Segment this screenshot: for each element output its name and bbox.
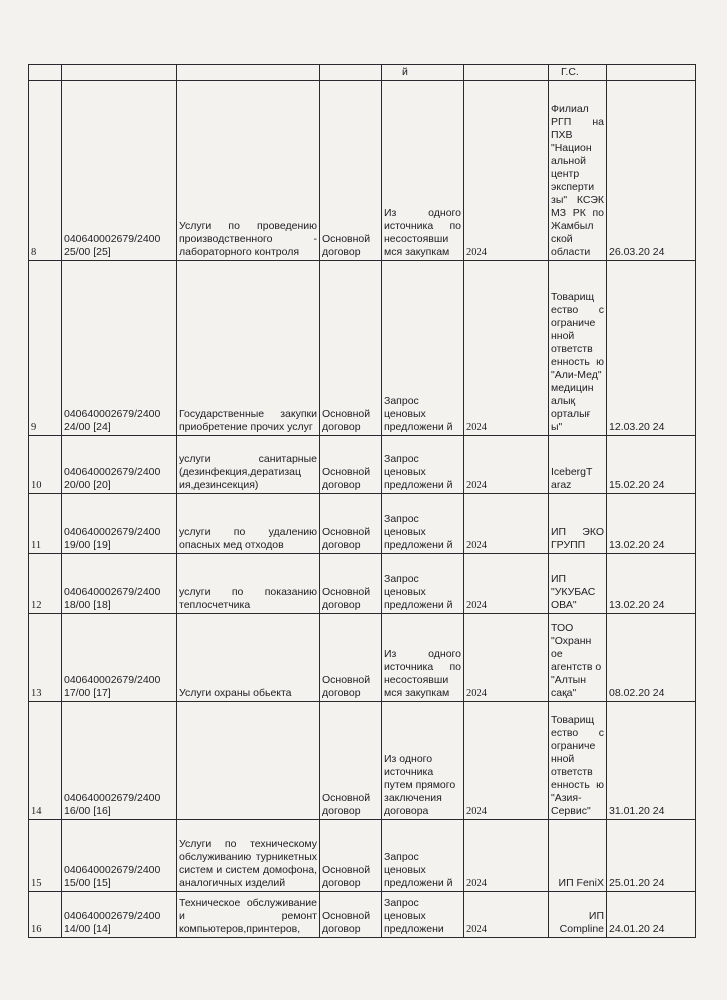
code-line2: 25/00 [25]: [64, 246, 111, 258]
cell-date: 08.02.20 24: [607, 614, 696, 702]
cell-provider: Товарищ ество с ограниче нной ответств енность ю "Али-Мед" медицин алық орталығ ы": [549, 261, 607, 436]
cell-code: [62, 892, 177, 938]
cell-year: 2024: [464, 554, 549, 614]
cell-contract: Основной договор: [320, 494, 382, 554]
cell-code: [62, 436, 177, 494]
cell-method: Из одного источника по несостоявши мся закупкам: [382, 614, 464, 702]
cell-year: 2024: [464, 436, 549, 494]
cell-provider: ИП FeniX: [549, 820, 607, 892]
cell-year: [464, 65, 549, 81]
code-line1: 040640002679/2400: [64, 408, 161, 420]
cell-num: 15: [29, 820, 62, 892]
cell-contract: Основной договор: [320, 554, 382, 614]
cell-year: 2024: [464, 81, 549, 261]
cell-year: 2024: [464, 261, 549, 436]
cell-provider: ТОО "Охранн ое агентств о "Алтын сақа": [549, 614, 607, 702]
cell-year: 2024: [464, 702, 549, 820]
table-row: [29, 261, 696, 436]
cell-method: Запрос ценовых предложени й: [382, 494, 464, 554]
code-line1: 040640002679/2400: [64, 233, 161, 245]
cell-date: 13.02.20 24: [607, 494, 696, 554]
table-row: [29, 892, 696, 938]
code-line2: 17/00 [17]: [64, 687, 111, 699]
cell-date: 26.03.20 24: [607, 81, 696, 261]
cell-code: [62, 81, 177, 261]
cell-provider: IcebergT araz: [549, 436, 607, 494]
cell-code: [62, 820, 177, 892]
cell-code: [62, 494, 177, 554]
cell-contract: Основной договор: [320, 614, 382, 702]
cell-contract: Основной договор: [320, 702, 382, 820]
cell-contract: Основной договор: [320, 820, 382, 892]
cell-provider: ИП "УКУБАС ОВА": [549, 554, 607, 614]
cell-method: Запрос ценовых предложени: [382, 892, 464, 938]
cell-code: [62, 614, 177, 702]
cell-method: Запрос ценовых предложени й: [382, 261, 464, 436]
cell-date: 25.01.20 24: [607, 820, 696, 892]
code-line2: 18/00 [18]: [64, 599, 111, 611]
table-row: [29, 820, 696, 892]
table-row: [29, 436, 696, 494]
cell-num: 14: [29, 702, 62, 820]
cell-num: 11: [29, 494, 62, 554]
code-line2: 20/00 [20]: [64, 479, 111, 491]
cell-year: 2024: [464, 614, 549, 702]
code-line2: 24/00 [24]: [64, 421, 111, 433]
code-line1: 040640002679/2400: [64, 526, 161, 538]
cell-code: [62, 65, 177, 81]
cell-num: [29, 65, 62, 81]
cell-contract: Основной договор: [320, 81, 382, 261]
cell-service: услуги по удалению опасных мед отходов: [177, 494, 320, 554]
table-row: [29, 554, 696, 614]
cell-service: [177, 702, 320, 820]
code-line1: 040640002679/2400: [64, 466, 161, 478]
table-row: [29, 81, 696, 261]
table-row: [29, 702, 696, 820]
table-row: [29, 614, 696, 702]
cell-code: [62, 702, 177, 820]
cell-method: Запрос ценовых предложени й: [382, 436, 464, 494]
table-row: [29, 494, 696, 554]
cell-num: 16: [29, 892, 62, 938]
cell-year: 2024: [464, 820, 549, 892]
cell-date: 31.01.20 24: [607, 702, 696, 820]
cell-provider: Филиал РГП на ПХВ "Национ альной центр эксперти зы" КСЭК МЗ РК по Жамбыл ской области: [549, 81, 607, 261]
cell-service: [177, 65, 320, 81]
cell-method: й: [382, 65, 464, 81]
cell-service: Услуги охраны обьекта: [177, 614, 320, 702]
cell-num: 8: [29, 81, 62, 261]
cell-method: Из одного источника по несостоявши мся закупкам: [382, 81, 464, 261]
cell-service: Услуги по проведению производственного - лабораторного контроля: [177, 81, 320, 261]
table-row-continued: [29, 65, 696, 81]
cell-year: 2024: [464, 494, 549, 554]
cell-service: Техническое обслуживание и ремонт компьютеров,принтеров,: [177, 892, 320, 938]
cell-provider: Г.С.: [549, 65, 607, 81]
cell-num: 12: [29, 554, 62, 614]
cell-service: Услуги по техническому обслуживанию турникетных систем и систем домофона, аналогичных изделий: [177, 820, 320, 892]
cell-code: [62, 554, 177, 614]
cell-method: Запрос ценовых предложени й: [382, 554, 464, 614]
cell-num: 13: [29, 614, 62, 702]
cell-date: 12.03.20 24: [607, 261, 696, 436]
cell-service: Государственные закупки приобретение прочих услуг: [177, 261, 320, 436]
code-line2: 14/00 [14]: [64, 923, 111, 935]
cell-date: 13.02.20 24: [607, 554, 696, 614]
code-line1: 040640002679/2400: [64, 910, 161, 922]
cell-date: [607, 65, 696, 81]
cell-date: 24.01.20 24: [607, 892, 696, 938]
cell-contract: Основной договор: [320, 261, 382, 436]
code-line2: 19/00 [19]: [64, 539, 111, 551]
code-line1: 040640002679/2400: [64, 864, 161, 876]
code-line2: 15/00 [15]: [64, 877, 111, 889]
cell-num: 10: [29, 436, 62, 494]
procurement-table: [28, 64, 696, 938]
cell-contract: Основной договор: [320, 436, 382, 494]
cell-year: 2024: [464, 892, 549, 938]
cell-method: Из одного источника путем прямого заключения договора: [382, 702, 464, 820]
code-line1: 040640002679/2400: [64, 674, 161, 686]
cell-provider: ИП Compline: [549, 892, 607, 938]
code-line1: 040640002679/2400: [64, 586, 161, 598]
cell-service: услуги по показанию теплосчетчика: [177, 554, 320, 614]
cell-provider: Товарищ ество с ограниче нной ответств енность ю "Азия-Сервис": [549, 702, 607, 820]
cell-method: Запрос ценовых предложени й: [382, 820, 464, 892]
cell-num: 9: [29, 261, 62, 436]
code-line1: 040640002679/2400: [64, 792, 161, 804]
cell-service: услуги санитарные (дезинфекция,дератизац ия,дезинсекция): [177, 436, 320, 494]
cell-provider: ИП ЭКО ГРУПП: [549, 494, 607, 554]
cell-contract: Основной договор: [320, 892, 382, 938]
cell-code: [62, 261, 177, 436]
cell-contract: [320, 65, 382, 81]
cell-date: 15.02.20 24: [607, 436, 696, 494]
code-line2: 16/00 [16]: [64, 805, 111, 817]
